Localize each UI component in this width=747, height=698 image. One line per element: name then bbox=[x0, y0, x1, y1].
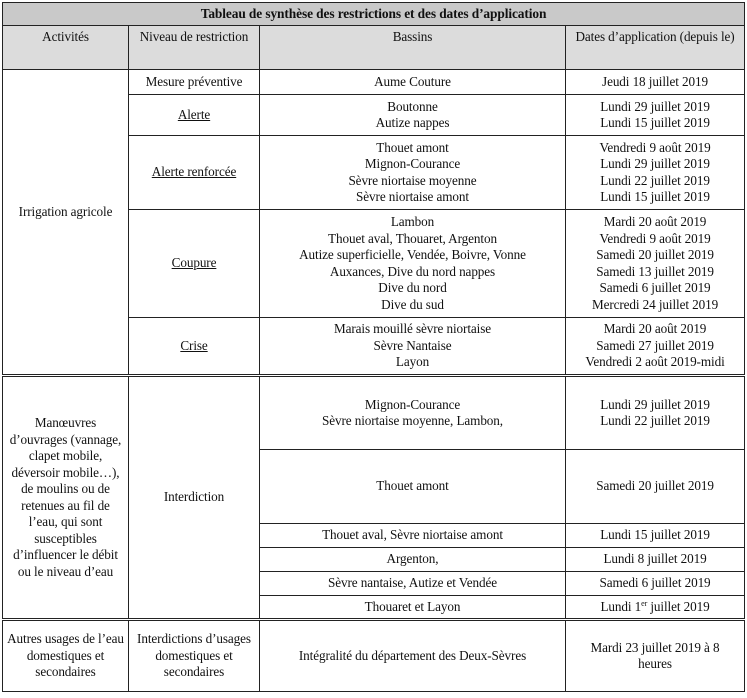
bassin: Sèvre nantaise, Autize et Vendée bbox=[327, 575, 498, 591]
bassins-cell bbox=[260, 95, 566, 136]
header-niveau: Niveau de restriction bbox=[129, 26, 260, 70]
dates-cell bbox=[566, 524, 745, 548]
date: Lundi 15 juillet 2019 bbox=[600, 527, 710, 543]
restrictions-table-container bbox=[2, 2, 744, 692]
date: Samedi 6 juillet 2019 bbox=[599, 575, 711, 591]
bassin: Aume Couture bbox=[374, 73, 451, 89]
date: Lundi 15 juillet 2019 bbox=[600, 115, 710, 130]
date: Mercredi 24 juillet 2019 bbox=[591, 296, 719, 312]
date: Lundi 29 juillet 2019 bbox=[600, 156, 710, 171]
dates-cell bbox=[566, 210, 745, 318]
bassin: Argenton, bbox=[386, 551, 439, 567]
restrictions-table bbox=[2, 2, 745, 692]
date: Samedi 6 juillet 2019 bbox=[599, 280, 711, 295]
bassin: Sèvre niortaise amont bbox=[356, 189, 469, 204]
date: Lundi 15 juillet 2019 bbox=[600, 189, 710, 204]
bassin: Dive du sud bbox=[381, 296, 444, 312]
bassins-cell bbox=[260, 572, 566, 596]
header-dates: Dates d’application (depuis le) bbox=[566, 26, 745, 70]
date: Lundi 29 juillet 2019 bbox=[600, 396, 710, 412]
date: Samedi 20 juillet 2019 bbox=[596, 247, 714, 262]
header-bassins: Bassins bbox=[260, 26, 566, 70]
date: Samedi 13 juillet 2019 bbox=[596, 263, 714, 279]
bassin: Sèvre Nantaise bbox=[373, 337, 452, 353]
bassins-cell bbox=[260, 524, 566, 548]
date-ordinal: er bbox=[641, 598, 648, 608]
bassin: Mignon-Courance bbox=[364, 396, 461, 412]
bassin: Sèvre niortaise moyenne bbox=[348, 172, 477, 188]
table-title: Tableau de synthèse des restrictions et des dates d’application bbox=[3, 3, 745, 26]
activite-irrigation: Irrigation agricole bbox=[3, 70, 129, 376]
niveau-alerte-renforcee: Alerte renforcée bbox=[129, 136, 260, 210]
bassin: Layon bbox=[395, 354, 430, 370]
bassin: Dive du nord bbox=[378, 280, 447, 295]
table-row bbox=[3, 376, 745, 450]
niveau-interdiction: Interdiction bbox=[129, 376, 260, 620]
date: Lundi 22 juillet 2019 bbox=[600, 413, 710, 428]
bassins-cell bbox=[260, 376, 566, 450]
date: Mardi 20 août 2019 bbox=[603, 321, 707, 337]
table-row bbox=[3, 620, 745, 692]
bassin: Lambon bbox=[390, 214, 435, 229]
date: Vendredi 9 août 2019 bbox=[599, 230, 711, 246]
bassins-cell bbox=[260, 210, 566, 318]
date: Samedi 27 juillet 2019 bbox=[596, 337, 714, 353]
date: Vendredi 2 août 2019-midi bbox=[585, 354, 725, 370]
header-activites: Activités bbox=[3, 26, 129, 70]
date: Samedi 20 juillet 2019 bbox=[596, 478, 714, 494]
date-suffix: juillet 2019 bbox=[647, 598, 710, 614]
niveau-crise: Crise bbox=[129, 318, 260, 376]
bassins-cell bbox=[260, 70, 566, 95]
activite-autres: Autres usages de l’eau domestiques et secondaires bbox=[3, 620, 129, 692]
bassin: Thouet amont bbox=[376, 478, 449, 494]
bassin: Thouet amont bbox=[376, 139, 449, 155]
dates-cell bbox=[566, 318, 745, 376]
niveau-autres: Interdictions d’usages domestiques et secondaires bbox=[129, 620, 260, 692]
dates-cell bbox=[566, 548, 745, 572]
dates-cell bbox=[566, 596, 745, 620]
date: Mardi 20 août 2019 bbox=[603, 214, 707, 229]
date: Lundi 29 juillet 2019 bbox=[600, 98, 710, 114]
date: Vendredi 9 août 2019 bbox=[599, 139, 711, 155]
date: Lundi 22 juillet 2019 bbox=[600, 172, 710, 188]
bassin: Boutonne bbox=[387, 98, 438, 114]
bassins-cell bbox=[260, 596, 566, 620]
bassin: Auxances, Dive du nord nappes bbox=[329, 263, 496, 279]
bassin: Autize nappes bbox=[375, 115, 450, 130]
bassins-cell bbox=[260, 136, 566, 210]
table-row bbox=[3, 70, 745, 95]
niveau-preventive: Mesure préventive bbox=[129, 70, 260, 95]
bassin: Sèvre niortaise moyenne, Lambon, bbox=[321, 413, 503, 428]
bassin: Mignon-Courance bbox=[364, 156, 461, 171]
dates-cell bbox=[566, 450, 745, 524]
activite-manoeuvres: Manœuvres d’ouvrages (vannage, clapet mobile, déversoir mobile…), de moulins ou de retenues au fil de l’eau, qui sont susceptibles d’influencer le débit ou le niveau d’eau bbox=[3, 376, 129, 620]
bassin: Autize superficielle, Vendée, Boivre, Vonne bbox=[299, 247, 526, 262]
bassin: Thouaret et Layon bbox=[364, 598, 461, 614]
dates-cell bbox=[566, 95, 745, 136]
date-prefix: Lundi 1 bbox=[600, 598, 642, 614]
bassins-cell bbox=[260, 548, 566, 572]
bassins-cell bbox=[260, 318, 566, 376]
bassin: Thouet aval, Thouaret, Argenton bbox=[328, 230, 497, 246]
date: Lundi 8 juillet 2019 bbox=[603, 551, 707, 567]
bassin: Thouet aval, Sèvre niortaise amont bbox=[322, 527, 503, 543]
dates-cell bbox=[566, 70, 745, 95]
dates-cell bbox=[566, 572, 745, 596]
dates-cell bbox=[566, 136, 745, 210]
bassins-cell: Intégralité du département des Deux-Sèvres bbox=[260, 620, 566, 692]
niveau-alerte: Alerte bbox=[129, 95, 260, 136]
date: Jeudi 18 juillet 2019 bbox=[602, 73, 708, 89]
table-title-row bbox=[3, 3, 745, 26]
table-header-row bbox=[3, 26, 745, 70]
bassin: Marais mouillé sèvre niortaise bbox=[333, 321, 492, 337]
dates-cell: Mardi 23 juillet 2019 à 8 heures bbox=[566, 620, 745, 692]
niveau-coupure: Coupure bbox=[129, 210, 260, 318]
dates-cell bbox=[566, 376, 745, 450]
bassins-cell bbox=[260, 450, 566, 524]
